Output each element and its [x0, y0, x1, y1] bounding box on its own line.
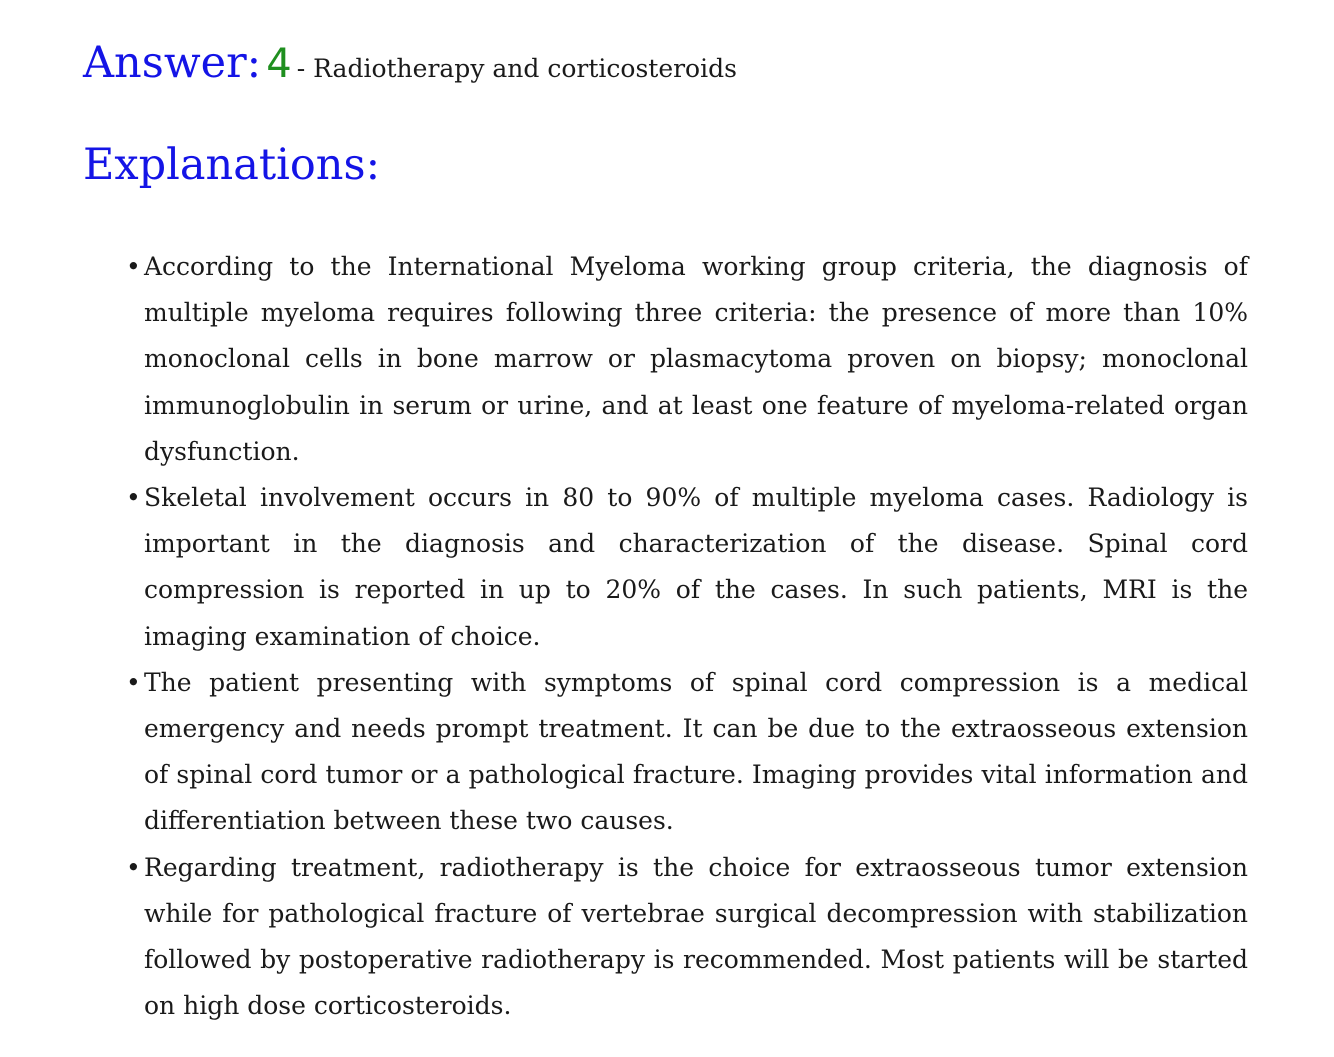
list-item — [126, 660, 1248, 845]
bullet-icon: • — [126, 483, 141, 513]
answer-line — [83, 38, 737, 88]
answer-text: - Radiotherapy and corticosteroids — [296, 54, 737, 83]
explanations-heading: Explanations: — [83, 140, 381, 190]
list-item — [126, 845, 1248, 1030]
answer-label: Answer: — [83, 38, 262, 88]
list-item — [126, 244, 1248, 475]
list-item-text: Regarding treatment, radiotherapy is the choice for extraosseous tumor extension while for pathological fracture of vertebrae surgical decompression with stabilization followed by postoperative radiotherapy is recommended. Most patients will be started on high dose corticosteroids. — [144, 852, 1248, 1021]
bullet-icon: • — [126, 252, 141, 281]
explanations-list — [126, 244, 1248, 1029]
list-item-text: Skeletal involvement occurs in 80 to 90% of multiple myeloma cases. Radiology is important in the diagnosis and characterization of the disease. Spinal cord compression is reported in up to 20% of the cases. In such patients, MRI is the imaging examination of choice. — [144, 483, 1248, 651]
list-item — [126, 475, 1248, 660]
bullet-icon: • — [126, 852, 141, 882]
list-item-text: The patient presenting with symptoms of spinal cord compression is a medical emergency and needs prompt treatment. It can be due to the extraosseous extension of spinal cord tumor or a pathological fracture. Imaging provides vital information and differentiation between these two causes. — [144, 667, 1248, 836]
bullet-icon: • — [126, 667, 141, 697]
list-item-text: According to the International Myeloma working group criteria, the diagnosis of multiple myeloma requires following three criteria: the presence of more than 10% monoclonal cells in bone marrow or plasmacytoma proven on biopsy; monoclonal immunoglobulin in serum or urine, and at least one feature of myeloma-related organ dysfunction. — [144, 252, 1248, 466]
answer-number: 4 — [266, 41, 292, 87]
